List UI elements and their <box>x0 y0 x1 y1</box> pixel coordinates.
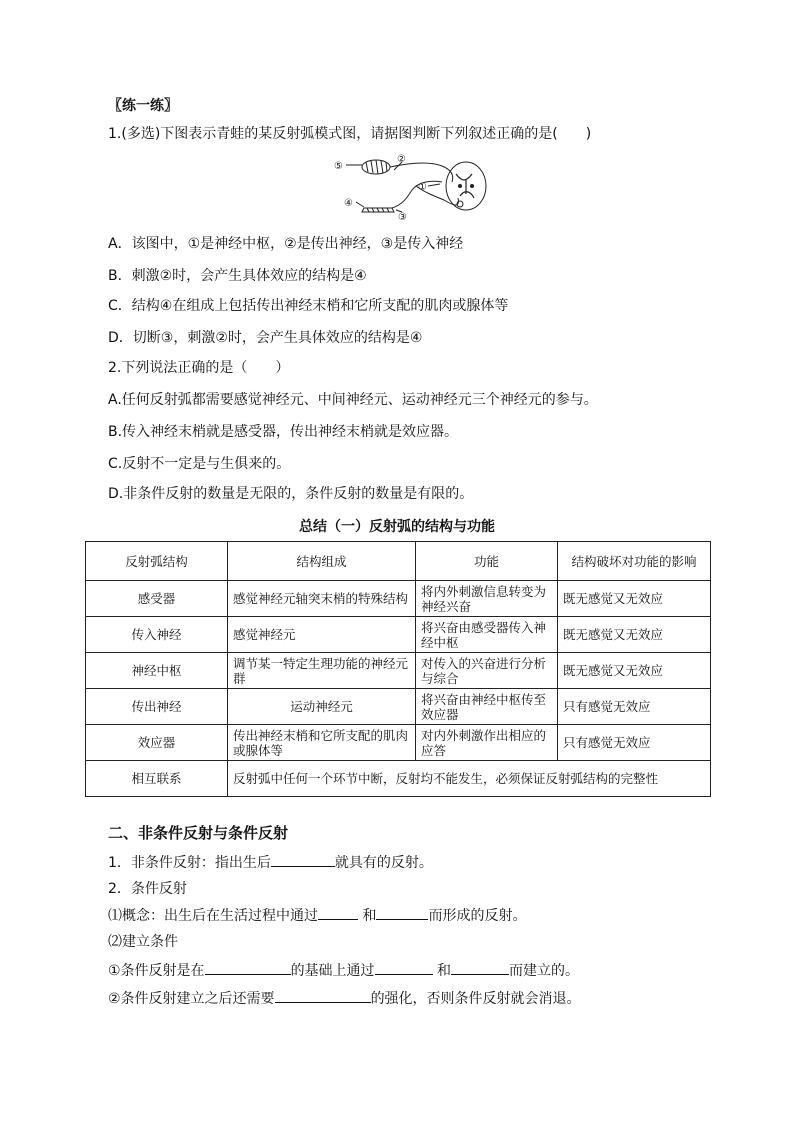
reflex-arc-table <box>85 541 711 797</box>
label-5: ⑤ <box>334 161 343 172</box>
answer-blank[interactable] <box>451 960 509 975</box>
text: 和 <box>362 908 377 924</box>
table-cell: 感觉神经元 <box>228 617 416 653</box>
table-cell: 将兴奋由感受器传入神经中枢 <box>416 617 558 653</box>
table-row <box>86 653 711 689</box>
text: ⑴概念：出生后在生活过程中通过 <box>108 908 318 924</box>
q1-option-b: B．刺激②时，会产生具体效应的结构是④ <box>108 268 367 284</box>
table-cell: 只有感觉无效应 <box>558 725 711 761</box>
label-1: ① <box>418 182 427 193</box>
reflex-arc-diagram <box>334 152 494 224</box>
table-cell: 将内外刺激信息转变为神经兴奋 <box>416 581 558 617</box>
label-4: ④ <box>344 198 353 209</box>
answer-blank[interactable] <box>376 905 428 920</box>
answer-blank[interactable] <box>271 852 335 867</box>
table-cell: 对内外刺激作出相应的应答 <box>416 725 558 761</box>
table-cell: 传入神经 <box>86 617 228 653</box>
text: 就具有的反射。 <box>334 855 433 871</box>
practice-header: 〖练一练〗 <box>108 98 178 114</box>
table-row <box>86 617 711 653</box>
question-1-stem: 1.(多选)下图表示青蛙的某反射弧模式图，请据图判断下列叙述正确的是( ) <box>108 126 592 142</box>
table-row-relation <box>86 761 711 797</box>
header-cell: 结构破坏对功能的影响 <box>558 542 711 581</box>
q2-option-b: B.传入神经末梢就是感受器，传出神经末梢就是效应器。 <box>108 424 459 440</box>
table-cell: 感觉神经元轴突末梢的特殊结构 <box>228 581 416 617</box>
table-header-row <box>86 542 711 581</box>
table-cell: 对传入的兴奋进行分析与综合 <box>416 653 558 689</box>
header-cell: 功能 <box>416 542 558 581</box>
section-2-title: 二、非条件反射与条件反射 <box>108 824 289 842</box>
table-cell: 运动神经元 <box>228 689 416 725</box>
table-cell: 感受器 <box>86 581 228 617</box>
table-cell: 只有感觉无效应 <box>558 689 711 725</box>
text: 而建立的。 <box>509 963 580 979</box>
text: 1．非条件反射：指出生后 <box>108 855 271 871</box>
answer-blank[interactable] <box>318 905 358 920</box>
table-cell: 相互联系 <box>86 761 228 797</box>
section2-line-4: ⑵建立条件 <box>108 934 178 950</box>
section2-line-2: 2．条件反射 <box>108 881 187 897</box>
answer-blank[interactable] <box>205 960 291 975</box>
label-2: ② <box>397 154 406 165</box>
question-2-stem: 2.下列说法正确的是（ ） <box>108 360 290 376</box>
table-row <box>86 581 711 617</box>
text: 的基础上通过 <box>290 963 375 979</box>
table-cell: 既无感觉又无效应 <box>558 617 711 653</box>
text: ①条件反射是在 <box>108 963 205 979</box>
table-row <box>86 725 711 761</box>
answer-blank[interactable] <box>375 960 433 975</box>
table-cell: 调节某一特定生理功能的神经元群 <box>228 653 416 689</box>
section2-line-5 <box>108 960 579 980</box>
table-cell: 神经中枢 <box>86 653 228 689</box>
section2-line-1 <box>108 852 433 872</box>
q1-option-d: D．切断③，刺激②时，会产生具体效应的结构是④ <box>108 330 423 346</box>
label-3: ③ <box>398 212 407 223</box>
table-cell: 将兴奋由神经中枢传至效应器 <box>416 689 558 725</box>
header-cell: 反射弧结构 <box>86 542 228 581</box>
section2-line-3 <box>108 905 526 925</box>
relation-text: 反射弧中任何一个环节中断，反射均不能发生，必须保证反射弧结构的完整性 <box>228 761 711 797</box>
q2-option-c: C.反射不一定是与生俱来的。 <box>108 456 291 472</box>
summary-title: 总结（一）反射弧的结构与功能 <box>299 519 495 535</box>
table-cell: 既无感觉又无效应 <box>558 653 711 689</box>
q2-option-d: D.非条件反射的数量是无限的，条件反射的数量是有限的。 <box>108 486 474 502</box>
table-cell: 效应器 <box>86 725 228 761</box>
table-row <box>86 689 711 725</box>
section2-line-6 <box>108 988 581 1008</box>
q1-option-c: C．结构④在组成上包括传出神经末梢和它所支配的肌肉或腺体等 <box>108 298 509 314</box>
text: 而形成的反射。 <box>428 908 527 924</box>
q2-option-a: A.任何反射弧都需要感觉神经元、中间神经元、运动神经元三个神经元的参与。 <box>108 392 598 408</box>
answer-blank[interactable] <box>275 988 371 1003</box>
table-cell: 传出神经末梢和它所支配的肌肉或腺体等 <box>228 725 416 761</box>
q1-option-a: A．该图中，①是神经中枢，②是传出神经，③是传入神经 <box>108 236 464 252</box>
table-cell: 既无感觉又无效应 <box>558 581 711 617</box>
table-cell: 传出神经 <box>86 689 228 725</box>
header-cell: 结构组成 <box>228 542 416 581</box>
text: 和 <box>437 963 452 979</box>
text: 的强化，否则条件反射就会消退。 <box>370 991 581 1007</box>
text: ②条件反射建立之后还需要 <box>108 991 275 1007</box>
